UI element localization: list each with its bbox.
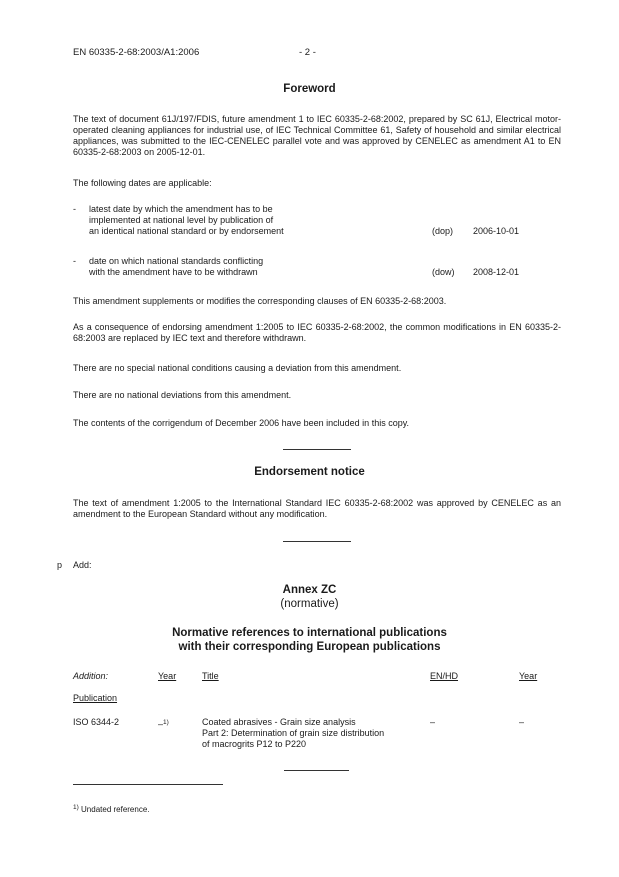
paragraph-consequence: As a consequence of endorsing amendment 1:2005 to IEC 60335-2-68:2002, the common modifications in EN 60335-2-68:2003 are replaced by IEC text and therefore withdrawn.: [73, 322, 561, 343]
foreword-intro-text: The text of document 61J/197/FDIS, future amendment 1 to IEC 60335-2-68:2002, prepared by SC 61J, Electrical motor-operated cleaning appliances for industrial use, of IEC Technical Committee 61, Safety of household and similar electrical appliances, was submitted to the IEC-CENELEC parallel vote and was approved by CENELEC as amendment A1 to EN 60335-2-68:2003 on 2005-12-01.: [73, 114, 561, 157]
endorsement-text: The text of amendment 1:2005 to the International Standard IEC 60335-2-68:2002 was approved by CENELEC as an amendment to the European Standard without any modification.: [73, 498, 561, 519]
dates-item-dow: [89, 256, 419, 278]
footnote-separator: [73, 784, 223, 785]
footnote: [73, 802, 150, 815]
table-cell-year: [158, 717, 169, 730]
table-cell-title-line: Part 2: Determination of grain size distribution: [202, 728, 385, 738]
document-id: EN 60335-2-68:2003/A1:2006: [73, 47, 200, 58]
endorsement-title: Endorsement notice: [254, 466, 365, 478]
section-divider: [283, 449, 351, 450]
table-header-title: Title: [202, 671, 219, 681]
paragraph-special-conditions: There are no special national conditions causing a deviation from this amendment.: [73, 363, 402, 373]
footnote-mark: 1): [73, 804, 79, 811]
dates-item-line: implemented at national level by publication of: [89, 215, 274, 225]
table-header-year: Year: [519, 671, 538, 681]
paragraph-corrigendum: The contents of the corrigendum of December 2006 have been included in this copy.: [73, 418, 410, 428]
section-divider: [284, 770, 349, 771]
dates-item-code: (dop): [432, 226, 454, 236]
annex-subtitle: (normative): [280, 598, 339, 610]
add-label: Add:: [73, 560, 92, 570]
foreword-title: Foreword: [283, 83, 336, 95]
annex-heading-line: Normative references to international publications: [172, 627, 447, 639]
table-cell-en-hd: –: [430, 717, 436, 727]
annex-title: Annex ZC: [282, 584, 337, 596]
page-number: - 2 -: [299, 47, 316, 58]
dates-item-date: 2006-10-01: [473, 226, 520, 236]
dates-item-line: an identical national standard or by endorsement: [89, 226, 284, 236]
dates-item-dash: -: [73, 204, 76, 214]
table-cell-title: [202, 717, 384, 750]
dates-intro: The following dates are applicable:: [73, 178, 212, 188]
dates-item-dop: [89, 204, 419, 237]
table-cell-year-value: –: [158, 719, 164, 729]
dates-item-line: with the amendment have to be withdrawn: [89, 267, 258, 277]
table-header-en-hd: EN/HD: [430, 671, 459, 681]
paragraph-deviations: There are no national deviations from this amendment.: [73, 390, 292, 400]
table-header-year: Year: [158, 671, 177, 681]
dates-item-date: 2008-12-01: [473, 267, 520, 277]
table-cell-title-line: of macrogrits P12 to P220: [202, 739, 307, 749]
dates-item-line: latest date by which the amendment has to be: [89, 204, 273, 214]
dates-item-code: (dow): [432, 267, 455, 277]
annex-heading-line: with their corresponding European publications: [178, 641, 441, 653]
section-divider: [283, 541, 351, 542]
dates-item-line: date on which national standards conflicting: [89, 256, 264, 266]
table-header-addition: Addition:: [73, 671, 109, 681]
footnote-text: Undated reference.: [81, 805, 150, 814]
foreword-intro: [73, 114, 561, 158]
paragraph-supplements: This amendment supplements or modifies the corresponding clauses of EN 60335-2-68:2003.: [73, 296, 447, 306]
table-cell-year: –: [519, 717, 525, 727]
table-cell-publication: ISO 6344-2: [73, 717, 120, 727]
dates-item-dash: -: [73, 256, 76, 266]
change-marker: p: [57, 560, 63, 570]
footnote-reference: 1): [163, 719, 169, 726]
table-header-publication: Publication: [73, 693, 118, 703]
table-cell-title-line: Coated abrasives - Grain size analysis: [202, 717, 356, 727]
